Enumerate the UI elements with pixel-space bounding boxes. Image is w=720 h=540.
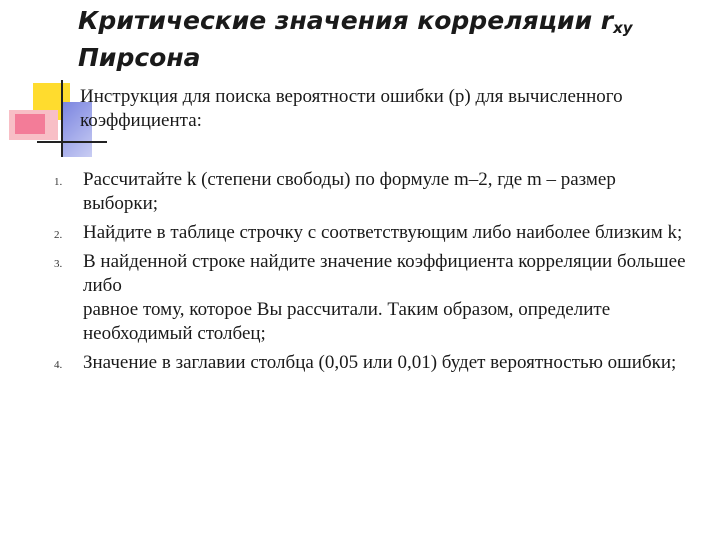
step-text: В найденной строке найдите значение коэффициента корреляции большее либо bbox=[83, 251, 686, 296]
decorative-vertical-line bbox=[61, 80, 63, 157]
decorative-red-square bbox=[15, 114, 45, 134]
instruction-subtitle: Инструкция для поиска вероятности ошибки (р) для вычисленного коэффициента: bbox=[80, 86, 623, 131]
step-text: Найдите в таблице строчку с соответствующим либо наиболее близким k; bbox=[83, 222, 683, 243]
step-number: 3. bbox=[54, 258, 63, 270]
list-item bbox=[54, 168, 694, 216]
title-subscript: xy bbox=[613, 19, 633, 37]
list-item bbox=[54, 250, 694, 346]
step-number: 1. bbox=[54, 176, 63, 188]
step-number: 4. bbox=[54, 359, 63, 371]
step-text: Рассчитайте k (степени свободы) по формуле m–2, где m – размер выборки; bbox=[83, 169, 616, 214]
decorative-horizontal-line bbox=[37, 141, 107, 143]
title-line1: Критические значения корреляции r bbox=[78, 6, 614, 35]
step-number: 2. bbox=[54, 229, 63, 241]
slide-title bbox=[78, 4, 708, 75]
list-item bbox=[54, 351, 694, 375]
title-line2: Пирсона bbox=[78, 43, 201, 72]
steps-list bbox=[54, 168, 694, 380]
list-item bbox=[54, 221, 694, 245]
step-text: Значение в заглавии столбца (0,05 или 0,01) будет вероятностью ошибки; bbox=[83, 352, 677, 373]
step-text-continued: равное тому, которое Вы рассчитали. Таким образом, определите необходимый столбец; bbox=[83, 299, 611, 344]
